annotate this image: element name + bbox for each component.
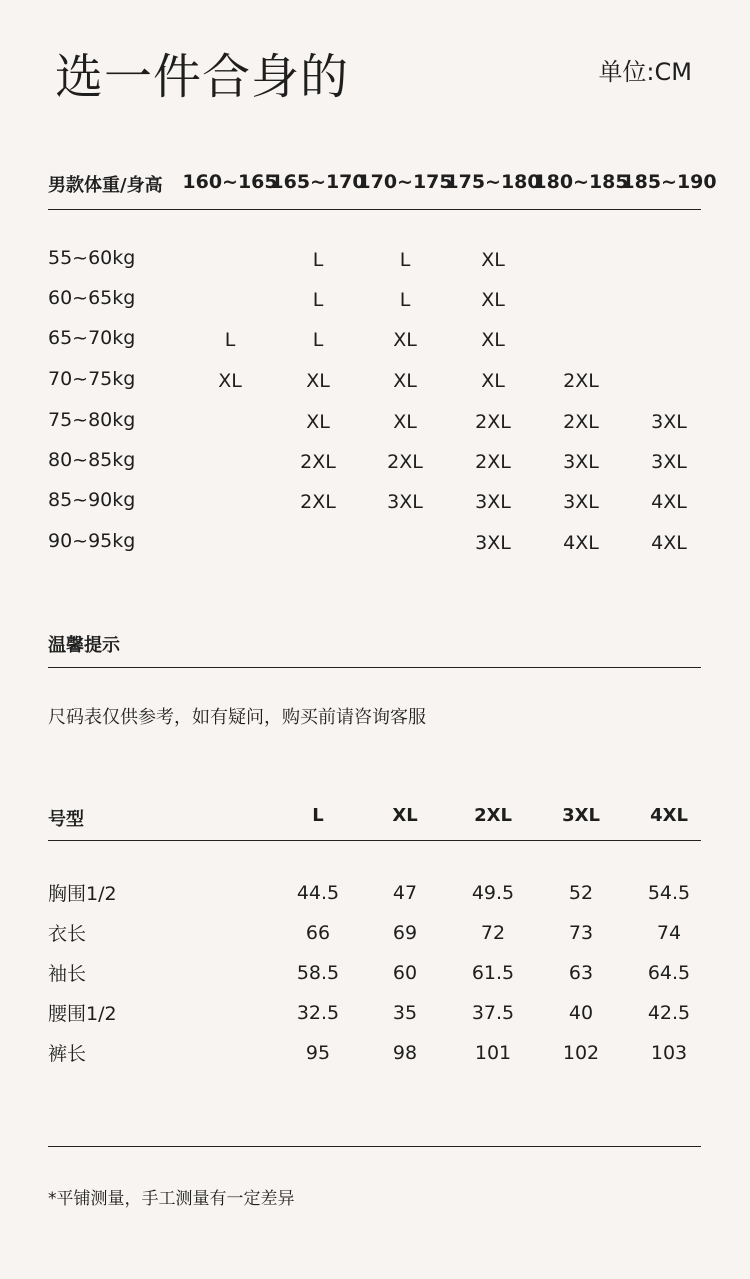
size-cell: L — [312, 249, 324, 271]
size-cell: 3XL — [387, 491, 423, 513]
size-cell: XL — [481, 289, 505, 311]
size-cell: L — [399, 249, 411, 271]
height-header: 175~180 — [445, 171, 541, 193]
size-cell: XL — [481, 329, 505, 351]
weight-label: 75~80kg — [48, 409, 136, 431]
size-header: 3XL — [562, 805, 600, 826]
measurement-cell: 49.5 — [471, 882, 515, 904]
size-cell: 2XL — [300, 491, 336, 513]
size-cell: 4XL — [563, 532, 599, 554]
measurement-cell: 37.5 — [471, 1002, 515, 1024]
weight-label: 80~85kg — [48, 449, 136, 471]
size-cell: L — [312, 289, 324, 311]
size-header: XL — [392, 805, 418, 826]
size-cell: L — [312, 329, 324, 351]
measurement-cell: 102 — [562, 1042, 600, 1064]
size-cell: L — [399, 289, 411, 311]
page-title: 选一件合身的 — [55, 49, 350, 105]
size-cell: 3XL — [475, 532, 511, 554]
tips-text: 尺码表仅供参考，如有疑问，购买前请咨询客服 — [48, 707, 426, 728]
height-header: 185~190 — [621, 171, 717, 193]
measurement-cell: 54.5 — [647, 882, 691, 904]
measurement-label: 胸围1/2 — [48, 883, 117, 905]
divider — [48, 1146, 701, 1147]
size-cell: XL — [306, 370, 330, 392]
measurement-label: 衣长 — [48, 923, 87, 945]
height-header: 165~170 — [270, 171, 366, 193]
measurement-cell: 103 — [650, 1042, 688, 1064]
measurement-label: 裤长 — [48, 1043, 87, 1065]
footnote: *平铺测量，手工测量有一定差异 — [48, 1189, 295, 1209]
measurement-cell: 64.5 — [647, 962, 691, 984]
size-cell: XL — [481, 249, 505, 271]
size-header: 4XL — [650, 805, 688, 826]
weight-label: 65~70kg — [48, 327, 136, 349]
weight-label: 90~95kg — [48, 530, 136, 552]
measurement-cell: 35 — [392, 1002, 418, 1024]
size-cell: XL — [306, 411, 330, 433]
measurement-cell: 74 — [656, 922, 682, 944]
measurement-cell: 47 — [392, 882, 418, 904]
size-table-corner: 号型 — [48, 809, 84, 830]
measurement-cell: 32.5 — [296, 1002, 340, 1024]
divider — [48, 840, 701, 841]
size-cell: 2XL — [300, 451, 336, 473]
measurement-cell: 42.5 — [647, 1002, 691, 1024]
measurement-cell: 63 — [568, 962, 594, 984]
size-cell: 3XL — [651, 451, 687, 473]
size-cell: 2XL — [475, 451, 511, 473]
measurement-cell: 101 — [474, 1042, 512, 1064]
height-header: 180~185 — [533, 171, 629, 193]
measurement-cell: 72 — [480, 922, 506, 944]
size-cell: 4XL — [651, 532, 687, 554]
tips-heading: 温馨提示 — [48, 635, 120, 656]
measurement-label: 袖长 — [48, 963, 87, 985]
divider — [48, 667, 701, 668]
size-cell: XL — [393, 329, 417, 351]
measurement-cell: 73 — [568, 922, 594, 944]
size-cell: XL — [481, 370, 505, 392]
size-cell: 2XL — [563, 411, 599, 433]
size-cell: 2XL — [475, 411, 511, 433]
weight-label: 60~65kg — [48, 287, 136, 309]
measurement-cell: 66 — [305, 922, 331, 944]
size-cell: 3XL — [563, 451, 599, 473]
measurement-cell: 44.5 — [296, 882, 340, 904]
size-cell: 3XL — [475, 491, 511, 513]
size-cell: XL — [393, 411, 417, 433]
weight-label: 70~75kg — [48, 368, 136, 390]
measurement-cell: 61.5 — [471, 962, 515, 984]
size-cell: 2XL — [387, 451, 423, 473]
measurement-cell: 40 — [568, 1002, 594, 1024]
size-cell: XL — [218, 370, 242, 392]
unit-label: 单位:CM — [598, 58, 692, 86]
height-header: 160~165 — [182, 171, 278, 193]
size-cell: 4XL — [651, 491, 687, 513]
measurement-cell: 60 — [392, 962, 418, 984]
measurement-cell: 52 — [568, 882, 594, 904]
weight-label: 85~90kg — [48, 489, 136, 511]
height-header: 170~175 — [357, 171, 453, 193]
divider — [48, 209, 701, 210]
size-cell: 3XL — [563, 491, 599, 513]
men-table-corner: 男款体重/身高 — [48, 175, 163, 196]
measurement-cell: 69 — [392, 922, 418, 944]
measurement-cell: 58.5 — [296, 962, 340, 984]
measurement-label: 腰围1/2 — [48, 1003, 117, 1025]
weight-label: 55~60kg — [48, 247, 136, 269]
size-cell: XL — [393, 370, 417, 392]
measurement-cell: 98 — [392, 1042, 418, 1064]
size-header: 2XL — [474, 805, 512, 826]
size-cell: 2XL — [563, 370, 599, 392]
measurement-cell: 95 — [305, 1042, 331, 1064]
size-cell: 3XL — [651, 411, 687, 433]
size-header: L — [312, 805, 324, 826]
size-cell: L — [224, 329, 236, 351]
